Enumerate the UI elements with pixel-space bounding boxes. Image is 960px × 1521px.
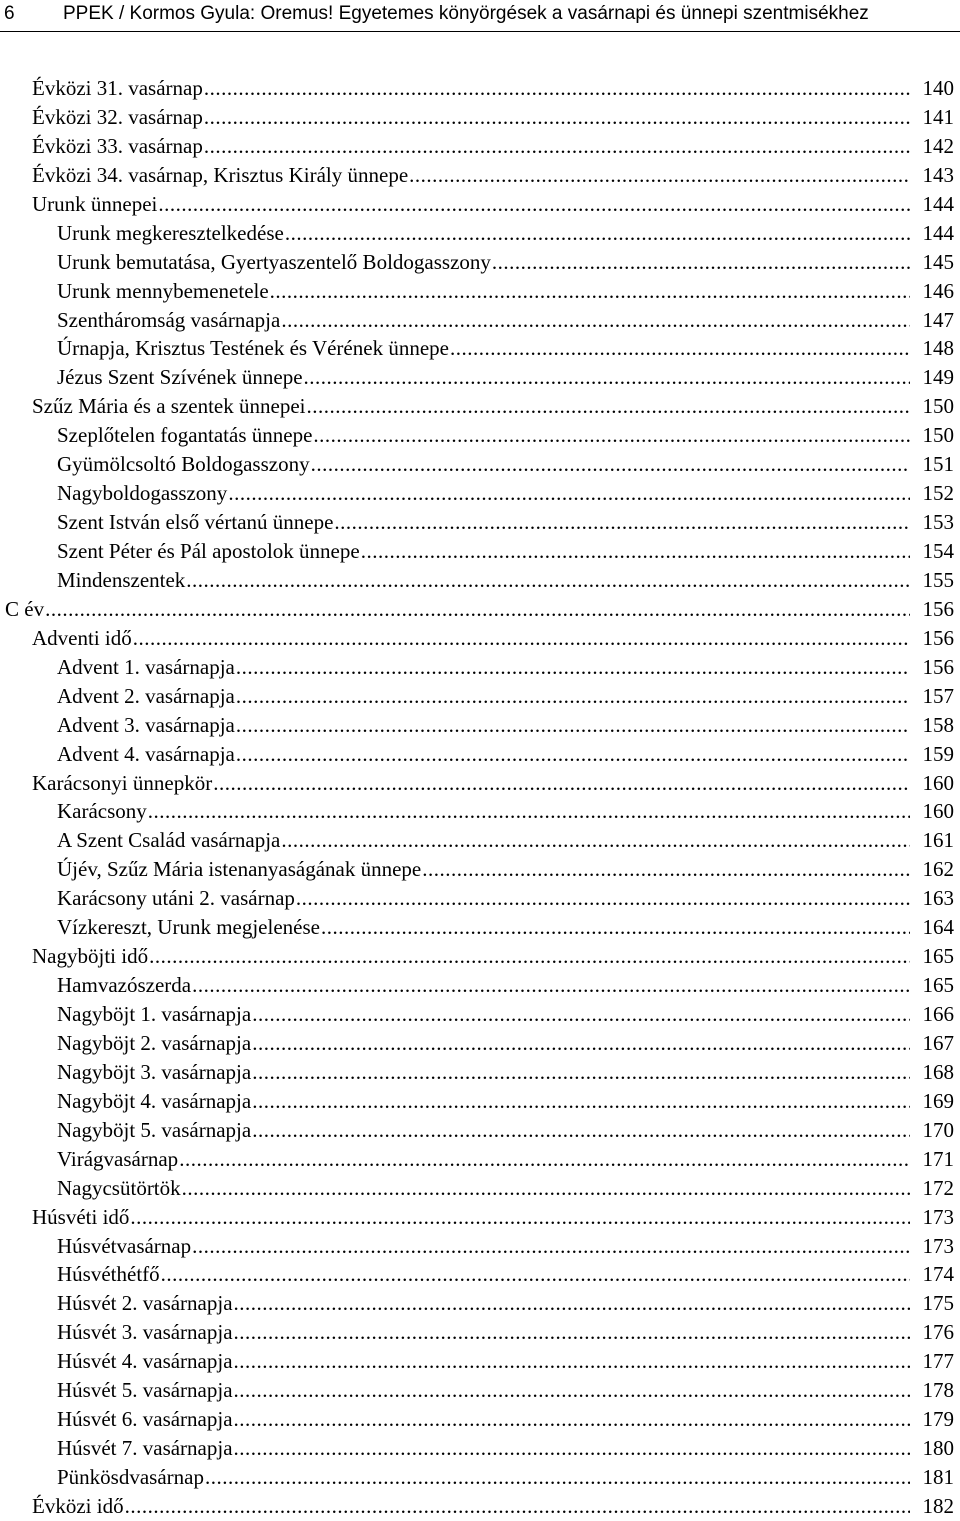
- dot-leader: [234, 1318, 910, 1347]
- toc-entry-page-number: 149: [922, 365, 954, 390]
- toc-entry[interactable]: [0, 1318, 960, 1347]
- toc-entry-title: Advent 1. vasárnapja: [57, 654, 235, 679]
- toc-entry-page-number: 151: [922, 452, 954, 477]
- toc-entry-line: [57, 1463, 910, 1492]
- toc-entry-page-number: 150: [922, 423, 954, 448]
- toc-entry-line: [57, 1347, 910, 1376]
- toc-entry-line: [57, 479, 910, 508]
- dot-leader: [130, 1203, 910, 1232]
- toc-entry[interactable]: [0, 769, 960, 798]
- toc-entry-page-number: 156: [922, 654, 954, 679]
- toc-entry[interactable]: [0, 624, 960, 653]
- toc-entry-line: [32, 161, 910, 190]
- toc-entry-title: Szent Péter és Pál apostolok ünnepe: [57, 539, 360, 563]
- toc-entry-title: Nagyböjt 3. vasárnapja: [57, 1059, 252, 1084]
- toc-entry-page-number: 146: [922, 278, 954, 303]
- toc-entry-page-number: 152: [922, 481, 954, 506]
- toc-entry-page-number: 179: [922, 1407, 954, 1432]
- toc-entry-title: Újév, Szűz Mária istenanyaságának ünnepe: [57, 857, 422, 882]
- toc-entry[interactable]: [0, 855, 960, 884]
- toc-entry[interactable]: [0, 1000, 960, 1029]
- toc-entry-title: Virágvasárnap: [57, 1146, 179, 1171]
- toc-entry-page-number: 170: [922, 1117, 954, 1142]
- toc-entry[interactable]: [0, 1058, 960, 1087]
- toc-entry[interactable]: [0, 971, 960, 1000]
- toc-entry-line: [32, 769, 910, 798]
- toc-entry[interactable]: [0, 1347, 960, 1376]
- toc-entry-title: Nagyböjt 2. vasárnapja: [57, 1030, 252, 1055]
- toc-entry-page-number: 150: [922, 394, 954, 419]
- toc-entry-page-number: 161: [922, 828, 954, 853]
- toc-entry-line: [57, 363, 910, 392]
- toc-entry-title: Szűz Mária és a szentek ünnepei: [32, 394, 306, 419]
- toc-entry-line: [32, 74, 910, 103]
- toc-entry[interactable]: [0, 334, 960, 363]
- dot-leader: [133, 624, 910, 653]
- toc-entry-page-number: 160: [922, 799, 954, 824]
- page-number: 6: [4, 3, 15, 24]
- toc-entry-title: Húsvét 2. vasárnapja: [57, 1291, 233, 1316]
- toc-entry[interactable]: [0, 1492, 960, 1521]
- dot-leader: [148, 797, 910, 826]
- toc-entry-title: Urunk bemutatása, Gyertyaszentelő Boldogasszony: [57, 249, 491, 274]
- toc-entry-title: Nagyböjt 4. vasárnapja: [57, 1088, 252, 1113]
- toc-entry-title: Évközi 32. vasárnap: [32, 104, 203, 129]
- toc-entry-title: Húsvét 4. vasárnapja: [57, 1349, 233, 1374]
- toc-entry-page-number: 165: [922, 973, 954, 998]
- toc-entry-title: Urunk ünnepei: [32, 191, 158, 216]
- toc-entry-page-number: 169: [922, 1088, 954, 1113]
- toc-entry[interactable]: [0, 1405, 960, 1434]
- toc-entry-line: [57, 682, 910, 711]
- toc-entry-title: Nagyboldogasszony: [57, 481, 228, 506]
- toc-entry-page-number: 142: [922, 133, 954, 158]
- toc-entry-line: [32, 132, 910, 161]
- toc-entry-title: Gyümölcsoltó Boldogasszony: [57, 452, 310, 477]
- toc-entry-title: Pünkösdvasárnap: [57, 1465, 204, 1489]
- toc-entry-line: [57, 1405, 910, 1434]
- toc-entry-page-number: 166: [922, 1002, 954, 1026]
- toc-entry[interactable]: [0, 1260, 960, 1289]
- toc-entry-line: [32, 1492, 910, 1521]
- toc-entry-title: Urunk megkeresztelkedése: [57, 220, 284, 245]
- toc-entry-title: C év: [5, 596, 45, 621]
- toc-entry-page-number: 155: [922, 567, 954, 592]
- dot-leader: [236, 653, 910, 682]
- toc-entry-line: [57, 1174, 910, 1203]
- toc-entry-line: [32, 624, 910, 653]
- toc-entry-page-number: 171: [922, 1146, 954, 1171]
- toc-entry[interactable]: [0, 392, 960, 421]
- toc-entry[interactable]: [0, 913, 960, 942]
- toc-entry-title: Karácsonyi ünnepkör: [32, 770, 213, 795]
- dot-leader: [409, 161, 910, 190]
- dot-leader: [422, 855, 910, 884]
- page-header: [0, 0, 960, 32]
- toc-entry-line: [57, 1145, 910, 1174]
- toc-entry-line: [57, 740, 910, 769]
- toc-entry-line: [32, 1203, 910, 1232]
- dot-leader: [149, 942, 910, 971]
- dot-leader: [236, 682, 910, 711]
- dot-leader: [161, 1260, 910, 1289]
- dot-leader: [252, 1000, 910, 1029]
- toc-entry[interactable]: [0, 740, 960, 769]
- toc-entry-title: A Szent Család vasárnapja: [57, 828, 281, 853]
- toc-entry-line: [57, 334, 910, 363]
- toc-entry[interactable]: [0, 797, 960, 826]
- toc-entry-page-number: 180: [922, 1436, 954, 1461]
- toc-entry-title: Szent István első vértanú ünnepe: [57, 510, 334, 535]
- toc-entry-page-number: 156: [922, 596, 954, 621]
- dot-leader: [270, 277, 910, 306]
- toc-entry-title: Húsvétvasárnap: [57, 1233, 192, 1258]
- toc-entry-page-number: 153: [922, 510, 954, 535]
- toc-entry-page-number: 173: [922, 1233, 954, 1258]
- toc-entry[interactable]: [0, 1116, 960, 1145]
- dot-leader: [125, 1492, 910, 1521]
- dot-leader: [306, 392, 910, 421]
- toc-entry-line: [57, 884, 910, 913]
- toc-entry-line: [57, 913, 910, 942]
- toc-entry[interactable]: [0, 450, 960, 479]
- toc-entry-page-number: 158: [922, 712, 954, 737]
- dot-leader: [450, 334, 910, 363]
- dot-leader: [234, 1405, 910, 1434]
- dot-leader: [281, 306, 910, 335]
- dot-leader: [234, 1376, 910, 1405]
- toc-entry-line: [57, 219, 910, 248]
- toc-entry-page-number: 159: [922, 741, 954, 766]
- dot-leader: [285, 219, 910, 248]
- toc-entry-title: Húsvét 6. vasárnapja: [57, 1407, 233, 1432]
- toc-entry-line: [57, 653, 910, 682]
- dot-leader: [234, 1347, 910, 1376]
- toc-entry[interactable]: [0, 103, 960, 132]
- dot-leader: [252, 1029, 910, 1058]
- dot-leader: [236, 711, 910, 740]
- toc-entry-page-number: 175: [922, 1291, 954, 1316]
- toc-entry-line: [57, 1000, 910, 1029]
- toc-entry[interactable]: [0, 306, 960, 335]
- toc-entry-line: [57, 855, 910, 884]
- toc-entry[interactable]: [0, 1145, 960, 1174]
- toc-entry-line: [57, 248, 910, 277]
- toc-entry-title: Szentháromság vasárnapja: [57, 307, 281, 332]
- dot-leader: [313, 421, 910, 450]
- toc-entry-title: Húsvéthétfő: [57, 1262, 160, 1287]
- dot-leader: [192, 1232, 910, 1261]
- dot-leader: [234, 1289, 910, 1318]
- toc-entry-line: [57, 1289, 910, 1318]
- dot-leader: [492, 248, 910, 277]
- toc-entry-page-number: 156: [922, 625, 954, 650]
- table-of-contents: [0, 74, 960, 1521]
- toc-entry-title: Advent 4. vasárnapja: [57, 741, 235, 766]
- toc-entry-title: Mindenszentek: [57, 567, 186, 592]
- toc-entry-page-number: 172: [922, 1175, 954, 1200]
- toc-entry-title: Advent 2. vasárnapja: [57, 683, 235, 708]
- toc-entry[interactable]: [0, 1289, 960, 1318]
- toc-entry-title: Jézus Szent Szívének ünnepe: [57, 365, 303, 390]
- toc-entry-line: [32, 942, 910, 971]
- toc-entry-line: [57, 1434, 910, 1463]
- toc-entry-page-number: 141: [922, 104, 954, 129]
- toc-entry-line: [57, 797, 910, 826]
- toc-entry-page-number: 177: [922, 1349, 954, 1374]
- dot-leader: [228, 479, 910, 508]
- toc-entry-line: [57, 421, 910, 450]
- toc-entry-title: Évközi 31. vasárnap: [32, 76, 203, 100]
- toc-entry[interactable]: [0, 682, 960, 711]
- toc-entry-line: [57, 566, 910, 595]
- toc-entry-page-number: 160: [922, 770, 954, 795]
- toc-entry-line: [57, 1376, 910, 1405]
- toc-entry-title: Nagyböjt 5. vasárnapja: [57, 1117, 252, 1142]
- toc-entry-page-number: 174: [922, 1262, 954, 1287]
- toc-entry-page-number: 140: [922, 76, 954, 100]
- toc-entry-line: [32, 103, 910, 132]
- toc-entry-title: Húsvét 3. vasárnapja: [57, 1320, 233, 1345]
- toc-entry[interactable]: [0, 1232, 960, 1261]
- toc-entry-title: Nagyböjt 1. vasárnapja: [57, 1002, 252, 1026]
- toc-entry[interactable]: [0, 595, 960, 624]
- toc-entry[interactable]: [0, 942, 960, 971]
- toc-entry-page-number: 181: [922, 1465, 954, 1489]
- toc-entry-page-number: 157: [922, 683, 954, 708]
- dot-leader: [45, 595, 910, 624]
- toc-entry[interactable]: [0, 161, 960, 190]
- toc-entry[interactable]: [0, 508, 960, 537]
- toc-entry[interactable]: [0, 711, 960, 740]
- running-title: PPEK / Kormos Gyula: Oremus! Egyetemes könyörgések a vasárnapi és ünnepi szentmisékhez: [63, 3, 869, 24]
- toc-entry-title: Húsvéti idő: [32, 1204, 130, 1229]
- toc-entry-line: [57, 1087, 910, 1116]
- toc-entry[interactable]: [0, 277, 960, 306]
- toc-entry-line: [57, 1029, 910, 1058]
- dot-leader: [311, 450, 910, 479]
- toc-entry-title: Húsvét 5. vasárnapja: [57, 1378, 233, 1403]
- toc-entry-page-number: 144: [922, 220, 954, 245]
- toc-entry-page-number: 147: [922, 307, 954, 332]
- toc-entry[interactable]: [0, 74, 960, 103]
- toc-entry-page-number: 148: [922, 336, 954, 361]
- toc-entry-title: Karácsony utáni 2. vasárnap: [57, 886, 295, 911]
- toc-entry[interactable]: [0, 1376, 960, 1405]
- toc-entry-title: Vízkereszt, Urunk megjelenése: [57, 915, 320, 940]
- toc-entry[interactable]: [0, 566, 960, 595]
- dot-leader: [192, 971, 910, 1000]
- header-rule: [0, 31, 960, 32]
- toc-entry-page-number: 163: [922, 886, 954, 911]
- toc-entry-title: Hamvazószerda: [57, 973, 192, 998]
- toc-entry-line: [57, 1116, 910, 1145]
- dot-leader: [179, 1145, 910, 1174]
- dot-leader: [205, 1463, 910, 1492]
- toc-entry-page-number: 154: [922, 539, 954, 563]
- toc-entry[interactable]: [0, 1463, 960, 1492]
- dot-leader: [252, 1116, 910, 1145]
- toc-entry-line: [57, 971, 910, 1000]
- toc-entry-title: Karácsony: [57, 799, 147, 824]
- dot-leader: [204, 103, 910, 132]
- toc-entry-page-number: 164: [922, 915, 954, 940]
- toc-entry[interactable]: [0, 219, 960, 248]
- toc-entry[interactable]: [0, 363, 960, 392]
- dot-leader: [361, 537, 910, 566]
- toc-entry-page-number: 167: [922, 1030, 954, 1055]
- toc-entry[interactable]: [0, 248, 960, 277]
- toc-entry[interactable]: [0, 884, 960, 913]
- toc-entry-line: [57, 1318, 910, 1347]
- toc-entry[interactable]: [0, 1087, 960, 1116]
- toc-entry-page-number: 176: [922, 1320, 954, 1345]
- toc-entry-line: [57, 277, 910, 306]
- toc-entry[interactable]: [0, 190, 960, 219]
- toc-entry[interactable]: [0, 421, 960, 450]
- dot-leader: [304, 363, 910, 392]
- toc-entry-title: Nagyböjti idő: [32, 944, 149, 969]
- toc-entry-page-number: 162: [922, 857, 954, 882]
- toc-entry[interactable]: [0, 1203, 960, 1232]
- dot-leader: [252, 1058, 910, 1087]
- dot-leader: [252, 1087, 910, 1116]
- toc-entry-title: Évközi 34. vasárnap, Krisztus Király ünnepe: [32, 162, 409, 187]
- toc-entry-title: Húsvét 7. vasárnapja: [57, 1436, 233, 1461]
- dot-leader: [204, 74, 910, 103]
- toc-entry-title: Évközi 33. vasárnap: [32, 133, 203, 158]
- toc-entry-line: [57, 537, 910, 566]
- toc-entry-page-number: 144: [922, 191, 954, 216]
- toc-entry-page-number: 178: [922, 1378, 954, 1403]
- toc-entry-title: Advent 3. vasárnapja: [57, 712, 235, 737]
- toc-entry-title: Évközi idő: [32, 1493, 124, 1518]
- dot-leader: [334, 508, 910, 537]
- dot-leader: [213, 769, 910, 798]
- toc-entry[interactable]: [0, 479, 960, 508]
- dot-leader: [321, 913, 910, 942]
- toc-entry-page-number: 182: [922, 1493, 954, 1518]
- dot-leader: [186, 566, 910, 595]
- toc-entry-title: Urunk mennybemenetele: [57, 278, 269, 303]
- toc-entry-title: Adventi idő: [32, 625, 132, 650]
- toc-entry-line: [32, 190, 910, 219]
- toc-entry-line: [57, 1058, 910, 1087]
- toc-entry[interactable]: [0, 537, 960, 566]
- dot-leader: [236, 740, 910, 769]
- toc-entry-line: [57, 826, 910, 855]
- toc-entry-title: Nagycsütörtök: [57, 1175, 181, 1200]
- toc-entry-line: [57, 508, 910, 537]
- toc-entry[interactable]: [0, 826, 960, 855]
- dot-leader: [204, 132, 910, 161]
- toc-entry-page-number: 165: [922, 944, 954, 969]
- toc-entry-line: [57, 306, 910, 335]
- toc-entry-line: [5, 595, 910, 624]
- dot-leader: [281, 826, 910, 855]
- toc-entry[interactable]: [0, 653, 960, 682]
- toc-entry[interactable]: [0, 1174, 960, 1203]
- toc-entry-page-number: 173: [922, 1204, 954, 1229]
- toc-entry[interactable]: [0, 1434, 960, 1463]
- toc-entry-line: [57, 450, 910, 479]
- toc-entry-line: [32, 392, 910, 421]
- toc-entry-page-number: 168: [922, 1059, 954, 1084]
- toc-entry-title: Szeplőtelen fogantatás ünnepe: [57, 423, 313, 448]
- dot-leader: [158, 190, 910, 219]
- toc-entry-line: [57, 1260, 910, 1289]
- dot-leader: [296, 884, 910, 913]
- toc-entry[interactable]: [0, 132, 960, 161]
- toc-entry-line: [57, 1232, 910, 1261]
- toc-entry-page-number: 143: [922, 162, 954, 187]
- toc-entry-page-number: 145: [922, 249, 954, 274]
- dot-leader: [234, 1434, 910, 1463]
- toc-entry[interactable]: [0, 1029, 960, 1058]
- toc-entry-line: [57, 711, 910, 740]
- toc-entry-title: Úrnapja, Krisztus Testének és Vérének ünnepe: [57, 336, 449, 361]
- dot-leader: [182, 1174, 910, 1203]
